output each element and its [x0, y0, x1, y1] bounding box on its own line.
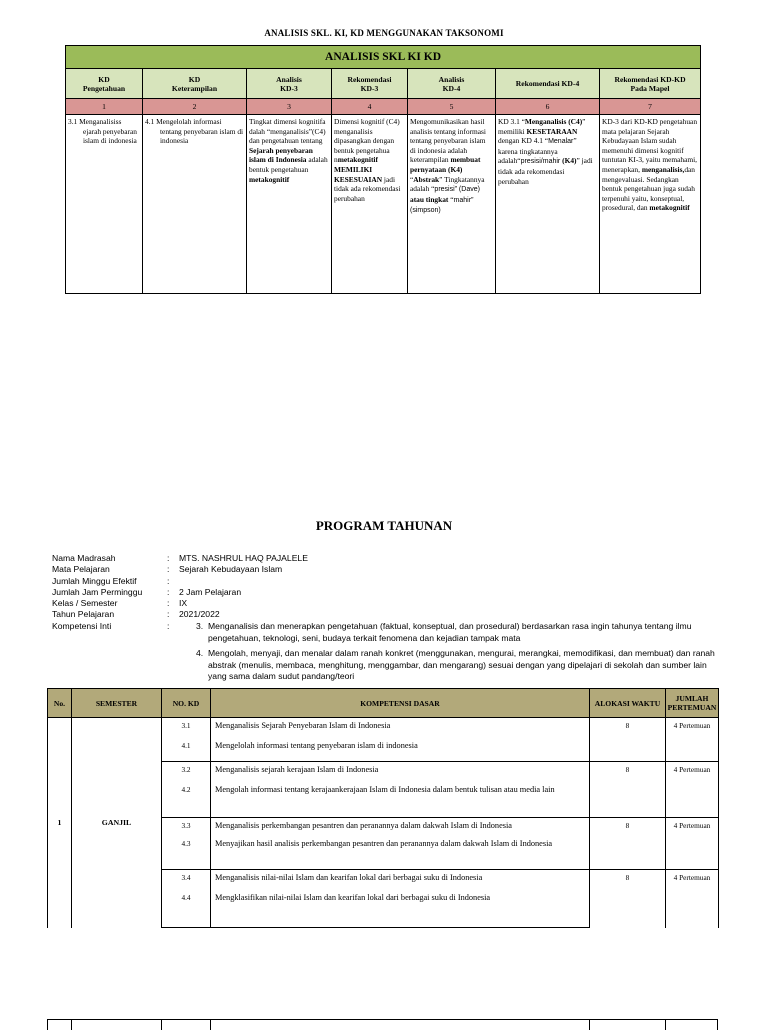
info-value: Sejarah Kebudayaan Islam: [179, 564, 283, 575]
info-row: Nama Madrasah : MTS. NASHRUL HAQ PAJALELE: [52, 553, 308, 563]
col-number: 6: [496, 99, 600, 115]
jumlah-pertemuan: 4 Pertemuan: [666, 718, 719, 762]
cell-rekomendasi-mapel: KD-3 dari KD-KD pengetahuan mata pelajaran Sejarah Kebudayaan Islam sudah memenuhi dimensi kognitif tuntutan KI-3, yaitu memahami, menerapkan, menganalisis,dan mengevaluasi. Sedangkan bentuk pengetahuan juga sudah terpenuhi yaitu, konseptual, prosedural, dan metakognitif: [600, 115, 701, 294]
kd-number: 3.3: [162, 818, 211, 836]
alokasi-waktu: 8: [590, 818, 666, 870]
kd-number: 3.2: [162, 762, 211, 782]
col-number: 5: [408, 99, 496, 115]
header-rekomendasi-mapel: Rekomendasi KD-KD Pada Mapel: [600, 69, 701, 99]
header-rekomendasi-kd4: Rekomendasi KD-4: [496, 69, 600, 99]
info-label: Tahun Pelajaran: [52, 609, 115, 620]
header-alokasi-waktu: ALOKASI WAKTU: [590, 689, 666, 718]
header-analisis-kd4: Analisis KD-4: [408, 69, 496, 99]
header-rekomendasi-kd3: Rekomendasi KD-3: [332, 69, 408, 99]
kd-description: Menganalisis sejarah kerajaan Islam di Indonesia: [211, 762, 590, 782]
cell-analisis-kd4: Mengomunikasikan hasil analisis tentang informasi tentang penyebaran islam di indonesia adalah keterampilan membuat pernyataan (K4) “Abstrak” Tingkatannya adalah “presisi” (Dave) atau tingkat “mahir” (simpson): [408, 115, 496, 294]
cell-kd-pengetahuan: 3.1 Menganalisiss ejarah penyebaran islam di indonesia: [66, 115, 143, 294]
col-number: 1: [66, 99, 143, 115]
cell-kd-keterampilan: 4.1 Mengelolah informasi tentang penyebaran islam di indonesia: [143, 115, 247, 294]
next-page-table-edge: [47, 1019, 718, 1030]
kd-number: 3.1: [162, 718, 211, 738]
alokasi-waktu: 8: [590, 870, 666, 928]
info-row: Kelas / Semester : IX: [52, 598, 188, 609]
info-label: Nama Madrasah: [52, 553, 116, 563]
info-value: 2021/2022: [179, 609, 220, 620]
info-label: Kompetensi Inti: [52, 620, 112, 631]
kd-description: Menyajikan hasil analisis perkembangan pesantren dan peranannya dalam dakwah Islam di Indonesia: [211, 836, 590, 870]
row-number: 1: [48, 718, 72, 928]
alokasi-waktu: 8: [590, 718, 666, 762]
header-kd-pengetahuan: KD Pengetahuan: [66, 69, 143, 99]
kd-number: 4.4: [162, 890, 211, 928]
header-jumlah-pertemuan: JUMLAH PERTEMUAN: [666, 689, 719, 718]
kd-number: 4.2: [162, 782, 211, 818]
col-number: 4: [332, 99, 408, 115]
header-analisis-kd3: Analisis KD-3: [247, 69, 332, 99]
jumlah-pertemuan: 4 Pertemuan: [666, 818, 719, 870]
kompetensi-inti-4: 4. Mengolah, menyaji, dan menalar dalam ranah konkret (menggunakan, mengurai, merangkai, memodifikasi, dan membuat) dan ranah abstrak (menulis, membaca, menghitung, menggambar, dan mengarang) sesuai dengan yang dipelajari di sekolah dan sumber lain yang sama dalam sudut pandang/teori: [196, 648, 715, 681]
analysis-table: [65, 45, 701, 294]
info-value: IX: [179, 598, 188, 609]
cell-rekomendasi-kd4: KD 3.1 “Menganalisis (C4)” memiliki KESETARAAN dengan KD 4.1 “Menalar” karena tingkatannya adalah“presisi/mahir (K4)” jadi tidak ada rekomendasi perubahan: [496, 115, 600, 294]
info-row: Mata Pelajaran : Sejarah Kebudayaan Islam: [52, 564, 283, 575]
kd-description: Menganalisis nilai-nilai Islam dan kearifan lokal dari berbagai suku di Indonesia: [211, 870, 590, 890]
info-row: Kompetensi Inti :: [52, 620, 170, 631]
info-label: Kelas / Semester: [52, 598, 118, 609]
info-label: Mata Pelajaran: [52, 564, 110, 575]
cell-rekomendasi-kd3: Dimensi kognitif (C4) menganalisis dipasangkan dengan bentuk pengetahua nmetakognitif MEMILIKI KESESUAIAN jadi tidak ada rekomendasi perubahan: [332, 115, 408, 294]
info-label: Jumlah Jam Perminggu: [52, 586, 143, 597]
info-value: MTS. NASHRUL HAQ PAJALELE: [179, 553, 308, 563]
info-row: Tahun Pelajaran : 2021/2022: [52, 609, 220, 620]
kd-description: Mengklasifikan nilai-nilai Islam dan kearifan lokal dari berbagai suku di Indonesia: [211, 890, 590, 928]
header-no-kd: NO. KD: [162, 689, 211, 718]
program-title: PROGRAM TAHUNAN: [315, 518, 453, 533]
cell-analisis-kd3: Tingkat dimensi kognitifa dalah “menganalisis”(C4) dan pengetahuan tentang Sejarah penyebaran islam di Indonesia adalah bentuk pengetahuan metakognitif: [247, 115, 332, 294]
kd-description: Mengelolah informasi tentang penyebaran islam di indonesia: [211, 738, 590, 762]
jumlah-pertemuan: 4 Pertemuan: [666, 762, 719, 818]
info-row: Jumlah Minggu Efektif :: [52, 575, 170, 586]
header-kompetensi-dasar: KOMPETENSI DASAR: [211, 689, 590, 718]
kd-description: Menganalisis Sejarah Penyebaran Islam di Indonesia: [211, 718, 590, 738]
alokasi-waktu: 8: [590, 762, 666, 818]
analysis-banner: ANALISIS SKL KI KD: [66, 46, 701, 69]
header-kd-keterampilan: KD Keterampilan: [143, 69, 247, 99]
info-value: 2 Jam Pelajaran: [179, 586, 242, 597]
header-semester: SEMESTER: [72, 689, 162, 718]
kd-number: 3.4: [162, 870, 211, 890]
col-number: 2: [143, 99, 247, 115]
info-row: Jumlah Jam Perminggu : 2 Jam Pelajaran: [52, 586, 242, 597]
program-table: [47, 688, 719, 928]
program-info: [52, 553, 732, 681]
kd-number: 4.3: [162, 836, 211, 870]
kompetensi-inti-3: 3. Menganalisis dan menerapkan pengetahuan (faktual, konseptual, dan prosedural) berdasarkan rasa ingin tahunya tentang ilmu pengetahuan, teknologi, seni, budaya terkait fenomena dan kejadian tampak mata: [196, 621, 692, 643]
header-no: No.: [48, 689, 72, 718]
info-label: Jumlah Minggu Efektif: [52, 575, 137, 586]
kd-number: 4.1: [162, 738, 211, 762]
document-title: ANALISIS SKL. KI, KD MENGGUNAKAN TAKSONOMI: [264, 28, 504, 38]
col-number: 3: [247, 99, 332, 115]
col-number: 7: [600, 99, 701, 115]
jumlah-pertemuan: 4 Pertemuan: [666, 870, 719, 928]
semester-name: GANJIL: [72, 718, 162, 928]
kd-description: Mengolah informasi tentang kerajaankerajaan Islam di Indonesia dalam bentuk tulisan atau media lain: [211, 782, 590, 818]
kd-description: Menganalisis perkembangan pesantren dan peranannya dalam dakwah Islam di Indonesia: [211, 818, 590, 836]
